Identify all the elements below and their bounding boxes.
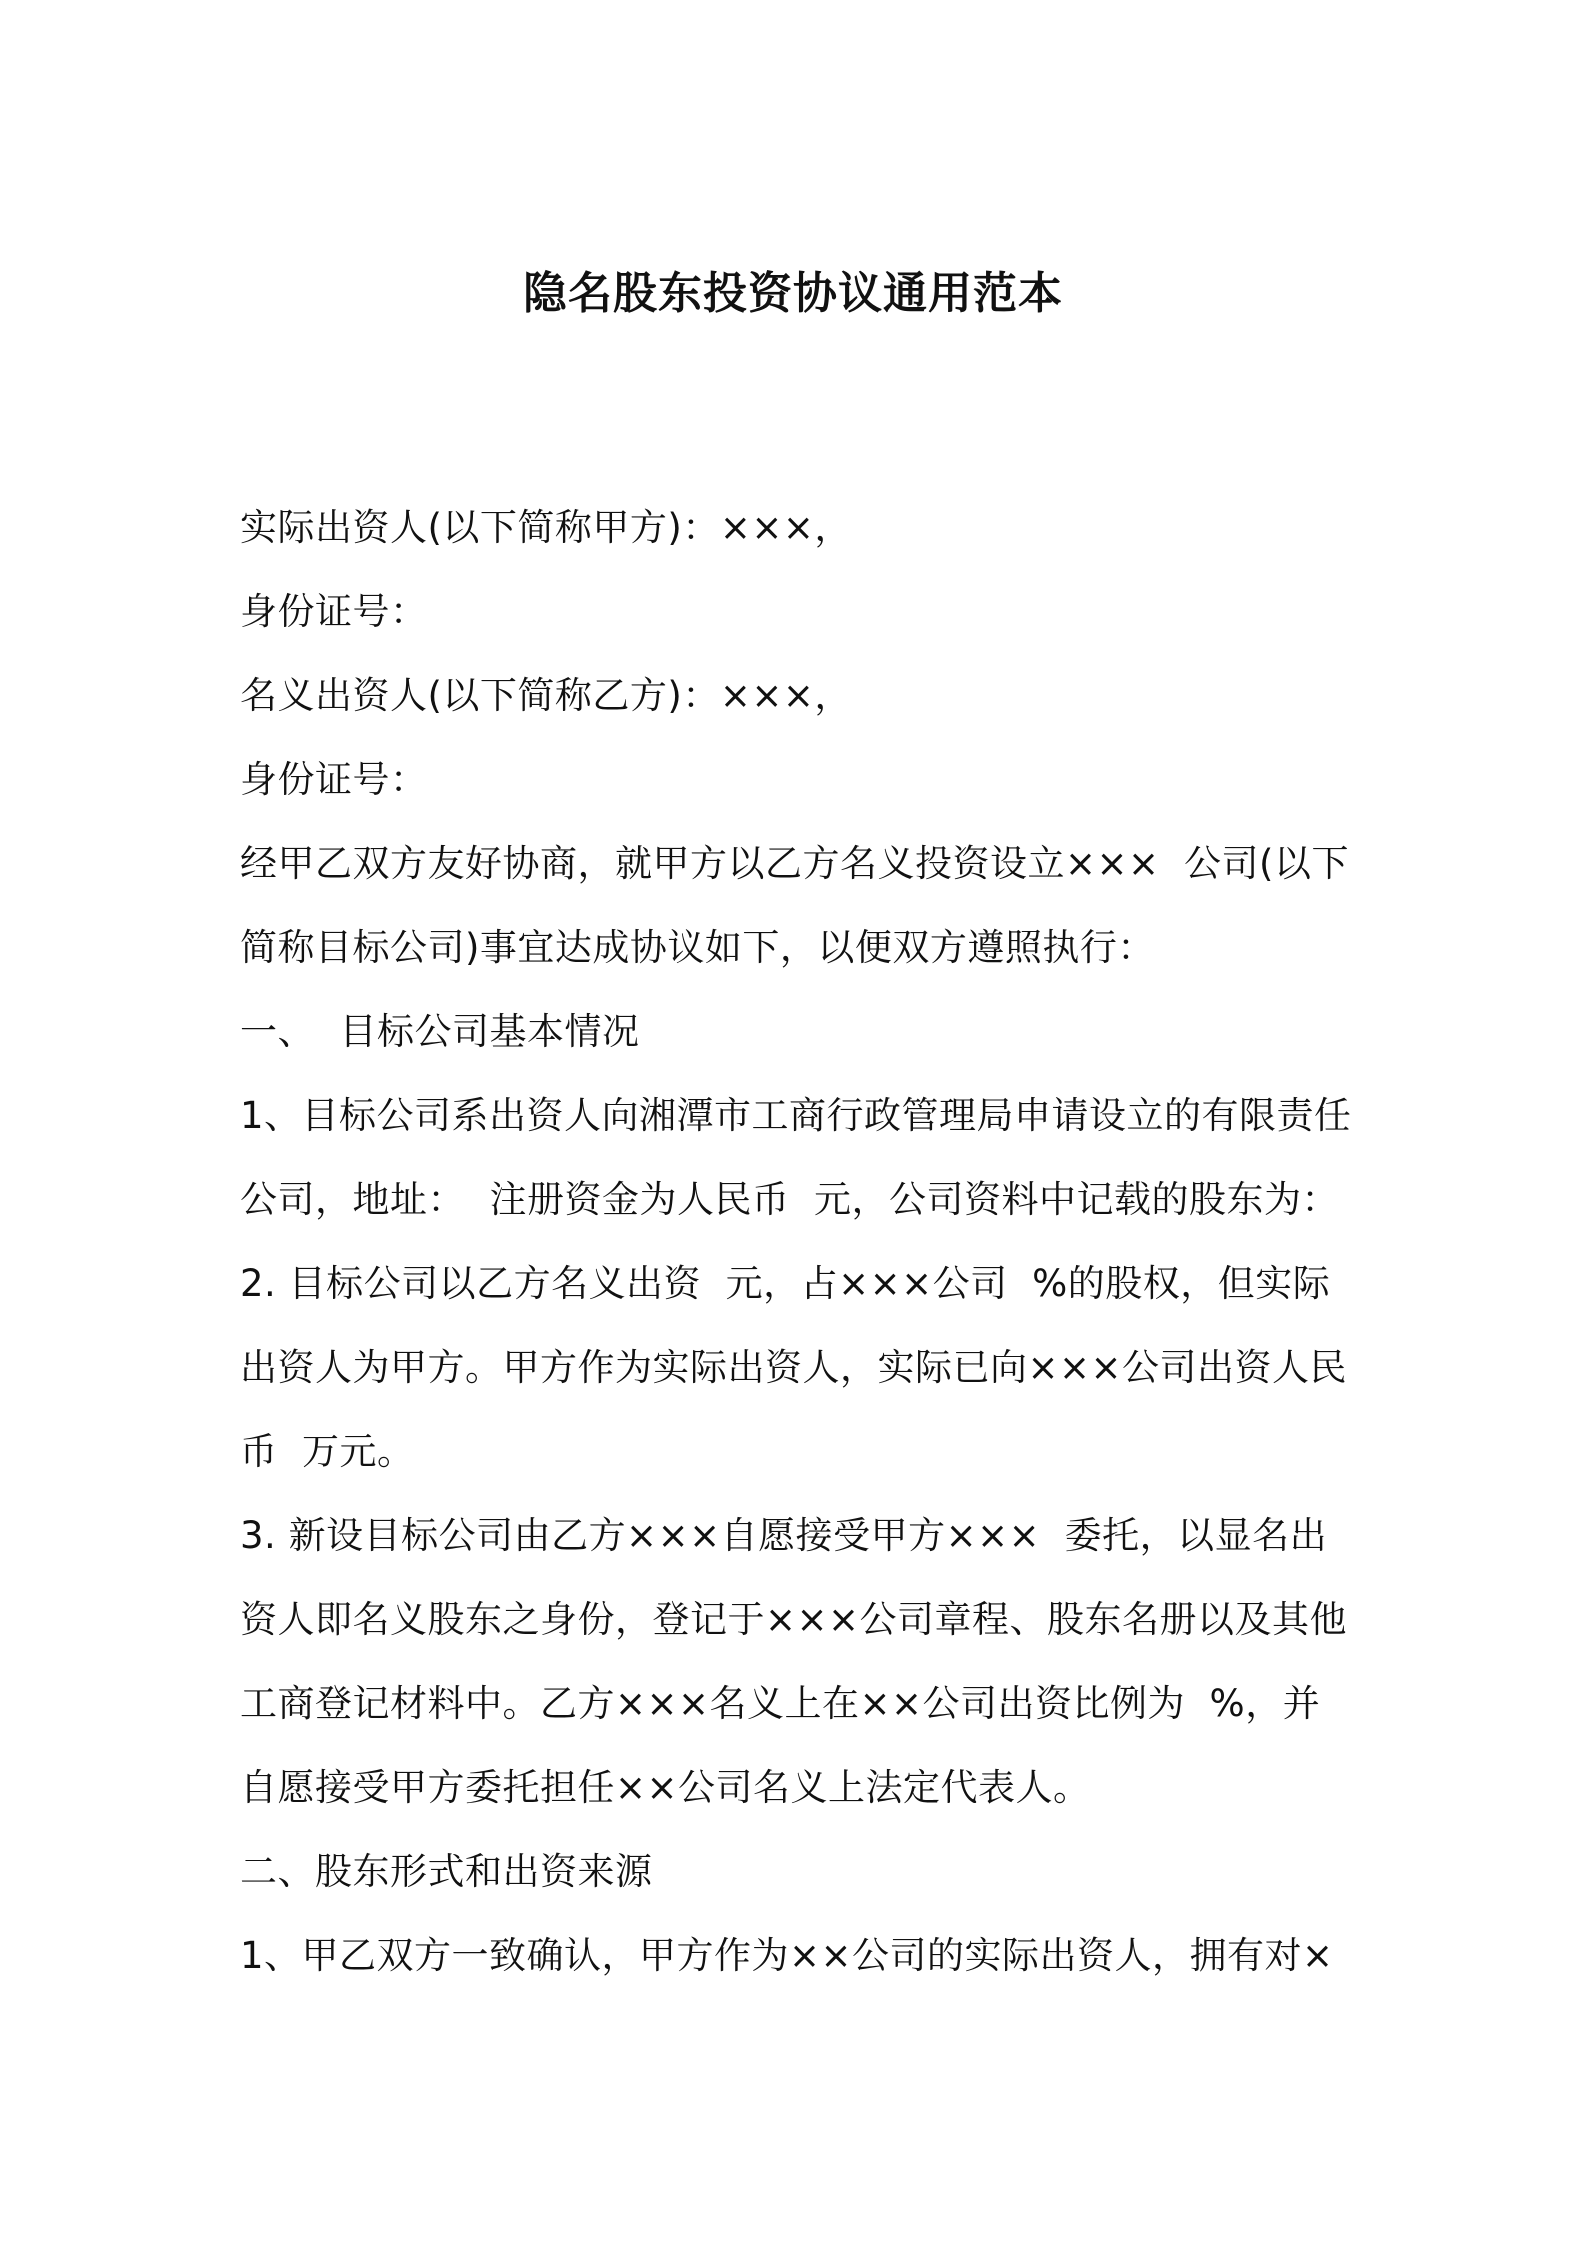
party-b-line: 名义出资人(以下简称乙方)：×××， [240, 674, 852, 717]
preamble-line-2: 简称目标公司)事宜达成协议如下，以便双方遵照执行： [240, 926, 1155, 969]
clause-1-2-line-3: 币 万元。 [240, 1430, 415, 1473]
party-a-id-line: 身份证号： [240, 590, 428, 633]
party-a-line: 实际出资人(以下简称甲方)：×××， [240, 506, 852, 549]
clause-1-3-line-4: 自愿接受甲方委托担任××公司名义上法定代表人。 [240, 1766, 1091, 1809]
clause-1-3-line-1: 3. 新设目标公司由乙方×××自愿接受甲方××× 委托，以显名出 [240, 1514, 1328, 1557]
preamble-line-1: 经甲乙双方友好协商，就甲方以乙方名义投资设立××× 公司(以下 [240, 842, 1349, 885]
clause-1-2-line-2: 出资人为甲方。甲方作为实际出资人，实际已向×××公司出资人民 [240, 1346, 1348, 1389]
section-heading-2: 二、股东形式和出资来源 [240, 1850, 653, 1893]
clause-1-3-line-2: 资人即名义股东之身份，登记于×××公司章程、股东名册以及其他 [240, 1598, 1348, 1641]
clause-1-1-line-2: 公司，地址： 注册资金为人民币 元，公司资料中记载的股东为： [240, 1178, 1340, 1221]
party-b-id-line: 身份证号： [240, 758, 428, 801]
clause-2-1-line-1: 1、甲乙双方一致确认，甲方作为××公司的实际出资人，拥有对× [240, 1934, 1334, 1977]
clause-1-3-line-3: 工商登记材料中。乙方×××名义上在××公司出资比例为 %，并 [240, 1682, 1321, 1725]
clause-1-1-line-1: 1、目标公司系出资人向湘潭市工商行政管理局申请设立的有限责任 [240, 1094, 1352, 1137]
clause-1-2-line-1: 2. 目标公司以乙方名义出资 元，占×××公司 %的股权，但实际 [240, 1262, 1331, 1305]
document-title: 隐名股东投资协议通用范本 [523, 268, 1063, 319]
section-heading-1: 一、 目标公司基本情况 [240, 1010, 640, 1053]
